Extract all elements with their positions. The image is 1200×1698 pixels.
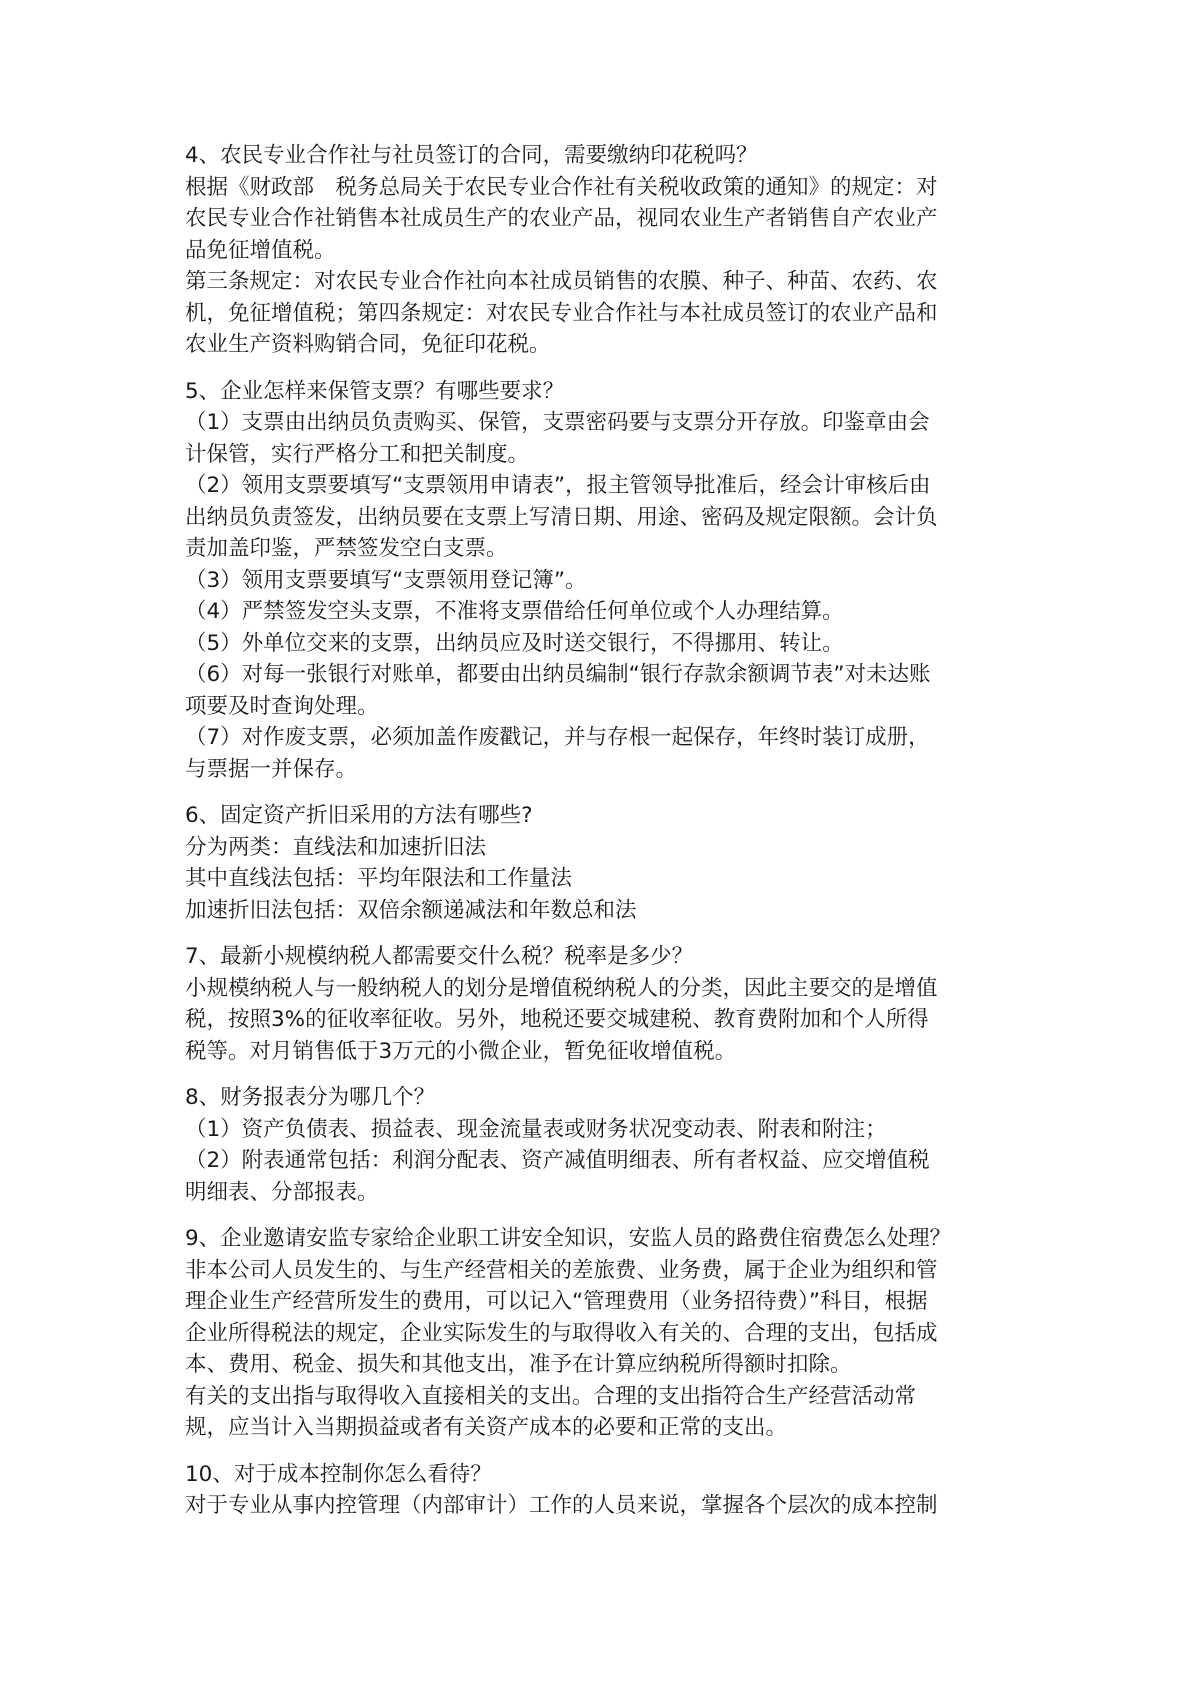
question-heading: 7、最新小规模纳税人都需要交什么税？税率是多少？: [185, 944, 694, 969]
answer-line: （6）对每一张银行对账单，都要由出纳员编制“银行存款余额调节表”对未达账: [185, 662, 931, 687]
answer-line: 农民专业合作社销售本社成员生产的农业产品，视同农业生产者销售自产农业产: [185, 206, 938, 231]
qa-section: [185, 941, 1035, 1067]
answer-line: 项要及时查询处理。: [185, 693, 379, 719]
answer-line: 根据《财政部 税务总局关于农民专业合作社有关税收政策的通知》的规定：对: [185, 174, 938, 200]
question-heading: 10、对于成本控制你怎么看待？: [185, 1461, 492, 1487]
answer-line: （3）领用支票要填写“支票领用登记簿”。: [185, 567, 587, 593]
answer-line: 与票据一并保存。: [185, 756, 358, 782]
document-page: [185, 140, 1035, 1537]
qa-section: [185, 140, 1035, 361]
answer-line: 出纳员负责签发，出纳员要在支票上写清日期、用途、密码及规定限额。会计负: [185, 504, 938, 530]
answer-line: 农业生产资料购销合同，免征印花税。: [185, 332, 551, 357]
answer-line: 税，按照3%的征收率征收。另外，地税还要交城建税、教育费附加和个人所得: [185, 1007, 929, 1032]
answer-line: 其中直线法包括：平均年限法和工作量法: [185, 866, 573, 891]
answer-line: 有关的支出指与取得收入直接相关的支出。合理的支出指符合生产经营活动常: [185, 1383, 917, 1409]
answer-line: 分为两类：直线法和加速折旧法: [185, 834, 487, 860]
question-heading: 5、企业怎样来保管支票？有哪些要求？: [185, 378, 565, 404]
question-heading: 8、财务报表分为哪几个？: [185, 1085, 436, 1110]
answer-line: 非本公司人员发生的、与生产经营相关的差旅费、业务费，属于企业为组织和管: [185, 1257, 938, 1283]
answer-line: 企业所得税法的规定，企业实际发生的与取得收入有关的、合理的支出，包括成: [185, 1320, 938, 1346]
qa-section: [185, 376, 1035, 786]
answer-line: 规，应当计入当期损益或者有关资产成本的必要和正常的支出。: [185, 1415, 788, 1440]
answer-line: 机，免征增值税；第四条规定：对农民专业合作社与本社成员签订的农业产品和: [185, 300, 938, 326]
answer-line: 品免征增值税。: [185, 237, 336, 263]
qa-section: [185, 800, 1035, 926]
answer-line: 税等。对月销售低于3万元的小微企业，暂免征收增值税。: [185, 1038, 737, 1064]
answer-line: 计保管，实行严格分工和把关制度。: [185, 441, 530, 467]
answer-line: 理企业生产经营所发生的费用，可以记入“管理费用（业务招待费）”科目，根据: [185, 1289, 928, 1314]
answer-line: （1）支票由出纳员负责购买、保管，支票密码要与支票分开存放。印鉴章由会: [185, 410, 930, 435]
answer-line: 本、费用、税金、损失和其他支出，准予在计算应纳税所得额时扣除。: [185, 1352, 852, 1377]
answer-line: （5）外单位交来的支票，出纳员应及时送交银行，不得挪用、转让。: [185, 630, 844, 656]
answer-line: 加速折旧法包括：双倍余额递减法和年数总和法: [185, 897, 637, 923]
answer-line: 第三条规定：对农民专业合作社向本社成员销售的农膜、种子、种苗、农药、农: [185, 269, 938, 294]
qa-section: [185, 1223, 1035, 1444]
qa-section: [185, 1082, 1035, 1208]
question-heading: 9、企业邀请安监专家给企业职工讲安全知识，安监人员的路费住宿费怎么处理？: [185, 1226, 952, 1251]
answer-line: 责加盖印鉴，严禁签发空白支票。: [185, 536, 508, 561]
answer-line: （2）附表通常包括：利润分配表、资产减值明细表、所有者权益、应交增值税: [185, 1148, 930, 1173]
question-heading: 4、农民专业合作社与社员签订的合同，需要缴纳印花税吗？: [185, 143, 758, 168]
qa-section: [185, 1459, 1035, 1522]
answer-line: （1）资产负债表、损益表、现金流量表或财务状况变动表、附表和附注；: [185, 1116, 887, 1142]
answer-line: （4）严禁签发空头支票，不准将支票借给任何单位或个人办理结算。: [185, 599, 844, 624]
question-heading: 6、固定资产折旧采用的方法有哪些?: [185, 803, 533, 828]
answer-line: （7）对作废支票，必须加盖作废戳记，并与存根一起保存，年终时装订成册，: [185, 725, 930, 750]
answer-line: （2）领用支票要填写“支票领用申请表”，报主管领导批准后，经会计审核后由: [185, 473, 931, 498]
answer-line: 明细表、分部报表。: [185, 1179, 379, 1205]
answer-line: 对于专业从事内控管理（内部审计）工作的人员来说，掌握各个层次的成本控制: [185, 1493, 938, 1518]
answer-line: 小规模纳税人与一般纳税人的划分是增值税纳税人的分类，因此主要交的是增值: [185, 975, 938, 1001]
